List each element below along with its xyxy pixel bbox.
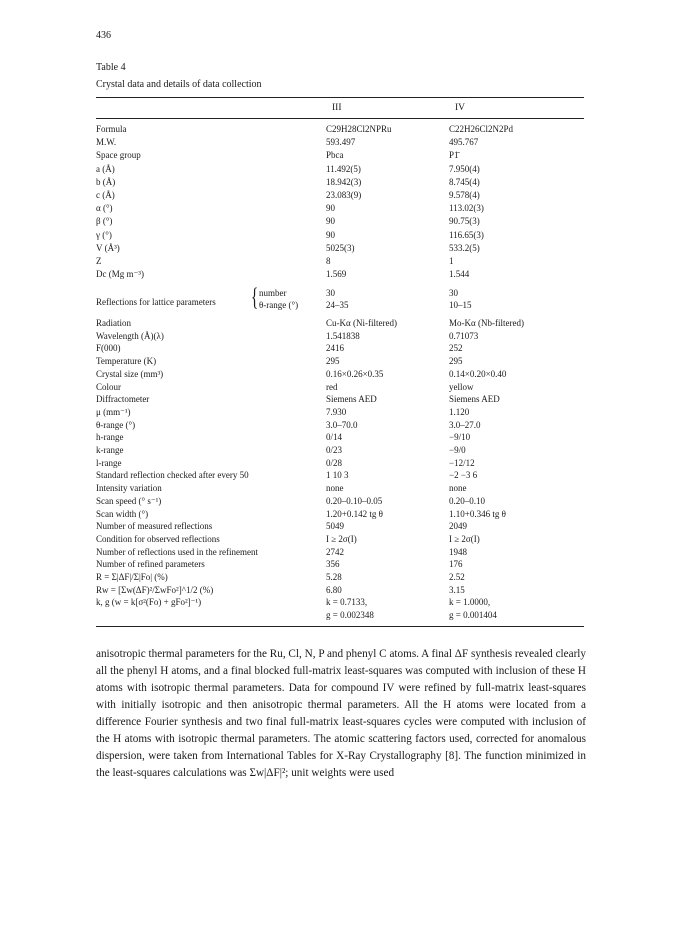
value-iv: 1948	[449, 546, 467, 557]
value-iv: 0.20–0.10	[449, 495, 485, 506]
value-iii: 11.492(5)	[326, 163, 361, 174]
table-row	[0, 458, 680, 470]
table-row	[0, 547, 680, 559]
value-iv: Mo-Kα (Nb-filtered)	[449, 318, 524, 328]
parameter-label: M.W.	[96, 137, 117, 148]
value-iii: k = 0.7133,	[326, 597, 368, 608]
value-iv: 3.15	[449, 584, 465, 595]
value-iii: Cu-Kα (Ni-filtered)	[326, 318, 397, 328]
parameter-label: Formula	[96, 124, 127, 134]
table-row	[0, 407, 680, 419]
value-iv: none	[449, 483, 467, 494]
page-number: 436	[96, 30, 111, 41]
value-iv: 0.14×0.20×0.40	[449, 368, 507, 379]
table-row	[0, 572, 680, 584]
parameter-label: Radiation	[96, 318, 131, 328]
value-iv: −9/0	[449, 445, 466, 455]
value-iii: 1.20+0.142 tg θ	[326, 508, 383, 519]
table-row	[0, 343, 680, 355]
parameter-label: Scan width (°)	[96, 508, 149, 519]
table-row	[0, 256, 680, 268]
table-row	[0, 369, 680, 381]
table-header-rule	[96, 118, 584, 119]
reflections-label: Reflections for lattice parameters	[96, 297, 216, 307]
body-paragraph: anisotropic thermal parameters for the Ru, Cl, N, P and phenyl C atoms. A final ΔF synthesis revealed clearly all the phenyl H atoms, and a final blocked full-matrix least-squares was computed with inclusion of these H atoms with isotropic thermal parameters. Data for compound IV were refined by full-matrix least-squares with initially isotropic and then anisotropic thermal parameters. All the H atoms were located from a difference Fourier synthesis and two final full-matrix least-squares cycles were computed with inclusion of the H atoms with isotropic thermal parameters. The atomic scattering factors used, corrected for anomalous dispersion, were taken from International Tables for X-Ray Crystallography [8]. The function minimized in the least-squares calculations was Σw|ΔF|²; unit weights were used	[96, 648, 586, 779]
value-iii: 0/23	[326, 445, 343, 455]
value-iv: 533.2(5)	[449, 242, 480, 253]
value-iii: 0.20–0.10–0.05	[326, 495, 383, 506]
table-row	[0, 559, 680, 571]
value-iv: 3.0–27.0	[449, 419, 481, 430]
parameter-label: V (Å³)	[96, 242, 120, 253]
table-row	[0, 534, 680, 546]
parameter-label: k-range	[96, 445, 124, 455]
parameter-label: Intensity variation	[96, 483, 162, 494]
table-row	[0, 137, 680, 149]
value-iii: 90	[326, 203, 335, 214]
value-iii: 8	[326, 256, 331, 266]
parameter-label: Number of measured reflections	[96, 521, 213, 532]
parameter-label: μ (mm⁻¹)	[96, 406, 131, 417]
value-iv: 8.745(4)	[449, 176, 480, 187]
table-bottom-rule	[96, 626, 584, 627]
value-iii: g = 0.002348	[326, 610, 374, 621]
parameter-label: R = Σ|ΔF|/Σ|Fo| (%)	[96, 572, 168, 582]
table-row	[0, 585, 680, 597]
value-iii: 1.541838	[326, 330, 360, 341]
value-iii: 5.28	[326, 572, 342, 582]
table-top-rule	[96, 97, 584, 98]
value-iv: −2 −3 6	[449, 470, 478, 481]
value-iii: 3.0–70.0	[326, 419, 358, 430]
table-row	[0, 356, 680, 368]
parameter-label: Standard reflection checked after every 50	[96, 470, 249, 481]
table-row	[0, 521, 680, 533]
value-iii: 23.083(9)	[326, 190, 362, 200]
table-row	[0, 243, 680, 255]
parameter-label: Dc (Mg m⁻³)	[96, 269, 144, 280]
table-row	[0, 610, 680, 622]
value-iv: 1.10+0.346 tg θ	[449, 508, 506, 519]
table-row	[0, 164, 680, 176]
parameter-label: Space group	[96, 150, 141, 161]
value-iv: 90.75(3)	[449, 216, 480, 227]
value-iii: 295	[326, 356, 340, 367]
parameter-label: a (Å)	[96, 163, 115, 174]
value-iii: 0/28	[326, 457, 343, 468]
table-row	[0, 203, 680, 215]
value-iv: C22H26Cl2N2Pd	[449, 124, 514, 134]
parameter-label: k, g (w = k[σ²(Fo) + gFo²]⁻¹)	[96, 597, 202, 608]
value-iii: C29H28Cl2NPRu	[326, 124, 392, 134]
parameter-label: b (Å)	[96, 176, 116, 187]
table-row	[0, 269, 680, 281]
reflections-number-iii: 30	[326, 288, 335, 298]
table-caption: Crystal data and details of data collection	[96, 79, 262, 90]
value-iv: 252	[449, 343, 463, 354]
value-iv: yellow	[449, 381, 474, 392]
parameter-label: Z	[96, 256, 102, 266]
value-iii: 2742	[326, 546, 344, 557]
reflections-sub-number: number	[259, 288, 287, 298]
parameter-label: Diffractometer	[96, 394, 150, 405]
parameter-label: F(000)	[96, 343, 121, 354]
value-iv: −12/12	[449, 457, 475, 468]
reflections-sub-theta: θ-range (°)	[259, 300, 299, 310]
value-iv: 295	[449, 356, 463, 367]
value-iv: 7.950(4)	[449, 163, 480, 174]
value-iv: I ≥ 2σ(I)	[449, 533, 480, 544]
value-iv: 0.71073	[449, 330, 479, 341]
table-row	[0, 177, 680, 189]
value-iii: 90	[326, 229, 335, 240]
value-iv: −9/10	[449, 432, 471, 443]
table-row	[0, 509, 680, 521]
table-row	[0, 230, 680, 242]
value-iv: 1.120	[449, 406, 470, 417]
value-iii: 7.930	[326, 406, 347, 417]
table-row	[0, 190, 680, 202]
parameter-label: Rw = [Σw(ΔF)²/ΣwFo²]^1/2 (%)	[96, 584, 214, 595]
parameter-label: c (Å)	[96, 190, 115, 200]
value-iii: 0/14	[326, 432, 343, 443]
value-iii: 6.80	[326, 584, 342, 595]
value-iii: Siemens AED	[326, 394, 377, 405]
column-header-iii: III	[332, 103, 342, 113]
value-iii: 90	[326, 216, 335, 227]
table-row	[0, 432, 680, 444]
value-iv: 1.544	[449, 269, 470, 280]
table-row	[0, 420, 680, 432]
parameter-label: α (°)	[96, 203, 113, 214]
parameter-label: Wavelength (Å)(λ)	[96, 330, 164, 341]
table-row	[0, 216, 680, 228]
parameter-label: l-range	[96, 457, 122, 468]
reflections-theta-iii: 24–35	[326, 300, 349, 310]
value-iii: 18.942(3)	[326, 176, 362, 187]
value-iii: none	[326, 483, 344, 494]
parameter-label: γ (°)	[96, 229, 112, 240]
parameter-label: β (°)	[96, 216, 113, 227]
column-header-iv: IV	[455, 103, 466, 113]
reflections-theta-iv: 10–15	[449, 300, 472, 310]
value-iv: P1̄	[449, 150, 459, 161]
value-iii: 356	[326, 559, 340, 570]
table-row	[0, 382, 680, 394]
table-title: Table 4	[96, 62, 126, 73]
table-row	[0, 318, 680, 330]
value-iv: 116.65(3)	[449, 229, 484, 240]
value-iii: I ≥ 2σ(I)	[326, 533, 357, 544]
table-row	[0, 470, 680, 482]
parameter-label: Number of reflections used in the refinement	[96, 546, 258, 557]
value-iv: 495.767	[449, 137, 479, 148]
table-row	[0, 597, 680, 609]
value-iv: 9.578(4)	[449, 190, 480, 200]
value-iii: 2416	[326, 343, 344, 354]
value-iv: k = 1.0000,	[449, 597, 491, 608]
value-iii: 1 10 3	[326, 470, 349, 481]
table-row	[0, 394, 680, 406]
table-row	[0, 483, 680, 495]
value-iv: 113.02(3)	[449, 203, 484, 214]
table-row	[0, 124, 680, 136]
value-iv: 2.52	[449, 572, 465, 582]
value-iii: 1.569	[326, 269, 347, 280]
value-iv: g = 0.001404	[449, 610, 497, 621]
parameter-label: h-range	[96, 432, 124, 443]
value-iv: 176	[449, 559, 463, 570]
parameter-label: Colour	[96, 381, 122, 392]
value-iv: 1	[449, 256, 454, 266]
parameter-label: Crystal size (mm³)	[96, 368, 164, 379]
reflections-brace: {	[251, 284, 259, 311]
value-iii: Pbca	[326, 150, 344, 161]
reflections-number-iv: 30	[449, 288, 458, 298]
value-iii: 0.16×0.26×0.35	[326, 368, 384, 379]
table-row	[0, 331, 680, 343]
parameter-label: Condition for observed reflections	[96, 533, 220, 544]
table-row	[0, 445, 680, 457]
value-iii: 593.497	[326, 137, 356, 148]
parameter-label: Number of refined parameters	[96, 559, 205, 570]
value-iv: 2049	[449, 521, 467, 532]
value-iv: Siemens AED	[449, 394, 500, 405]
parameter-label: Temperature (K)	[96, 356, 157, 367]
value-iii: red	[326, 381, 338, 392]
value-iii: 5049	[326, 521, 344, 532]
value-iii: 5025(3)	[326, 242, 355, 253]
table-row	[0, 150, 680, 162]
table-row	[0, 496, 680, 508]
parameter-label: Scan speed (° s⁻¹)	[96, 495, 162, 506]
parameter-label: θ-range (°)	[96, 419, 136, 430]
